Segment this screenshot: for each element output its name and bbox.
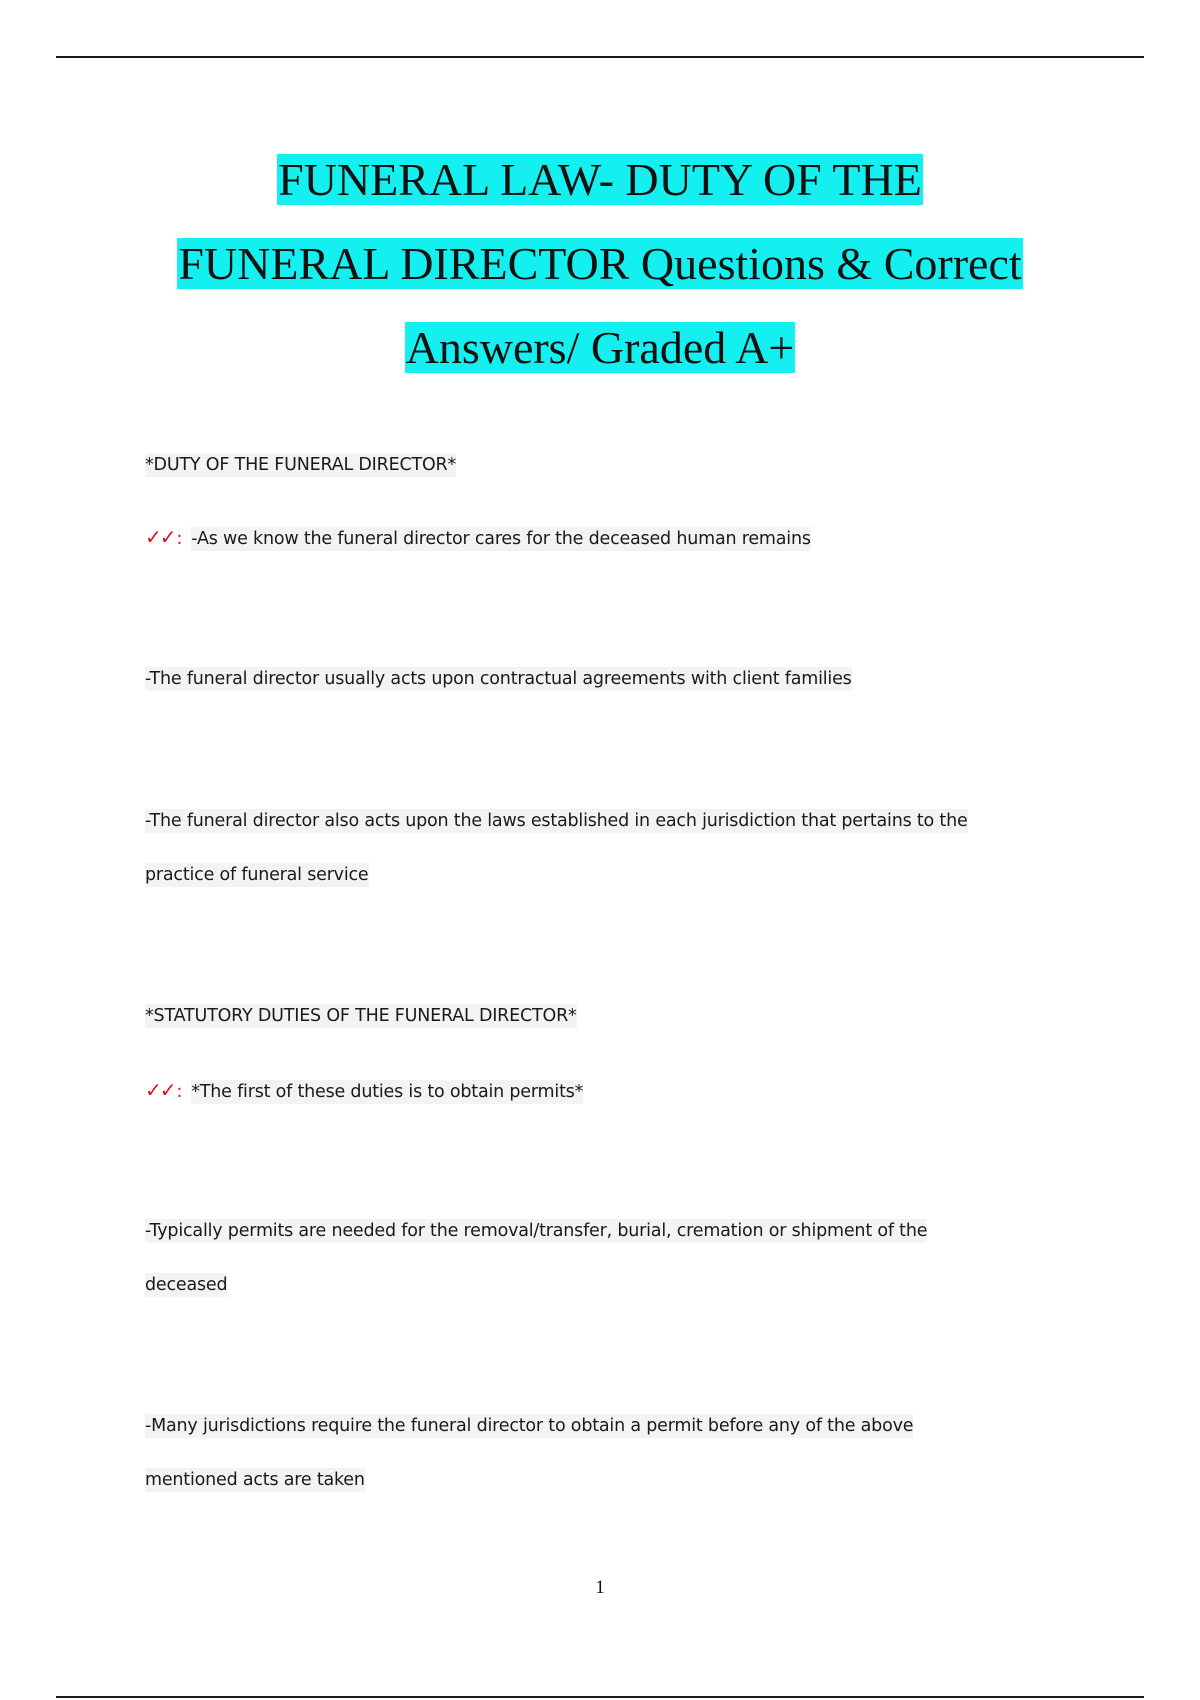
paragraph: -The funeral director usually acts upon contractual agreements with client families <box>145 669 852 689</box>
paragraph: -Typically permits are needed for the removal/transfer, burial, cremation or shipment of the <box>145 1221 928 1241</box>
answer-line-2 <box>145 1078 583 1102</box>
question-heading-1: *DUTY OF THE FUNERAL DIRECTOR* <box>145 455 457 475</box>
document-title <box>0 138 1200 390</box>
page-number: 1 <box>595 1577 605 1598</box>
answer-text: -As we know the funeral director cares for the deceased human remains <box>191 529 811 549</box>
question-heading-2: *STATUTORY DUTIES OF THE FUNERAL DIRECTOR* <box>145 1006 577 1026</box>
answer-line-1 <box>145 525 811 549</box>
paragraph: -The funeral director also acts upon the laws established in each jurisdiction that pertains to the <box>145 811 968 831</box>
top-rule <box>56 56 1144 58</box>
answer-colon: : <box>176 1082 183 1102</box>
bottom-rule <box>56 1696 1144 1698</box>
title-line-1: FUNERAL LAW- DUTY OF THE <box>278 154 922 205</box>
double-check-icon: ✓✓ <box>145 1078 175 1102</box>
answer-colon: : <box>176 529 183 549</box>
paragraph-continuation: deceased <box>145 1275 228 1295</box>
paragraph: -Many jurisdictions require the funeral director to obtain a permit before any of the above <box>145 1416 914 1436</box>
title-line-3: Answers/ Graded A+ <box>405 322 795 373</box>
paragraph-continuation: practice of funeral service <box>145 865 369 885</box>
title-line-2: FUNERAL DIRECTOR Questions & Correct <box>178 238 1022 289</box>
answer-text: *The first of these duties is to obtain permits* <box>191 1082 584 1102</box>
paragraph-continuation: mentioned acts are taken <box>145 1470 365 1490</box>
double-check-icon: ✓✓ <box>145 525 175 549</box>
